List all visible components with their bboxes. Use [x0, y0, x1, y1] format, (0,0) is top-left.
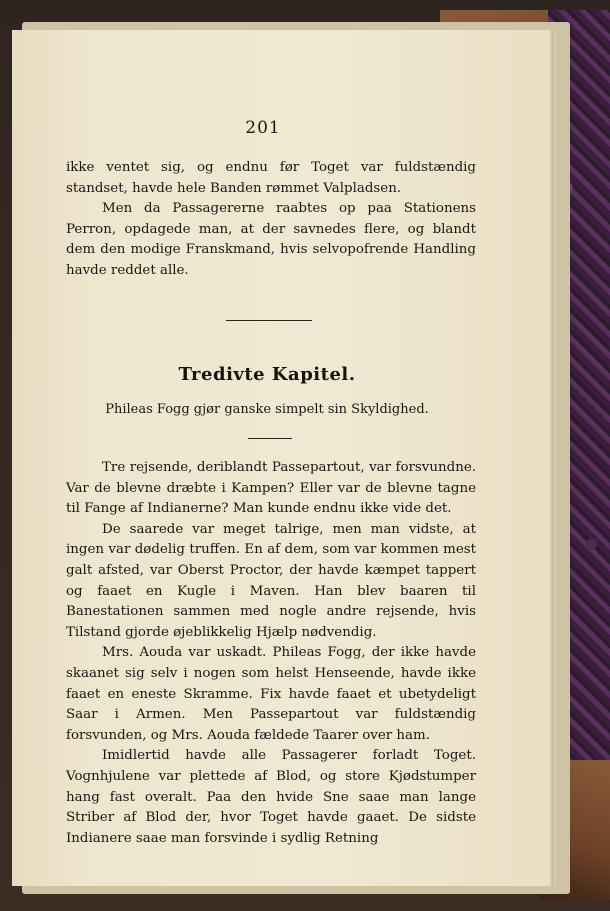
chapter-title: Tredivte Kapitel. — [178, 364, 356, 385]
book-page — [12, 30, 550, 886]
section-divider — [226, 320, 312, 321]
paragraph: Mrs. Aouda var uskadt. Phileas Fogg, der ikke havde skaanet sig selv i nogen som helst Henseende, havde ikke faaet en eneste Skramme. Fix havde faaet et ubetydeligt Saar i Armen. Men Passepartout var fuldstændig forsvunden, og Mrs. Aouda fældede Taarer over ham. — [66, 645, 476, 743]
continuation-text — [66, 158, 476, 282]
chapter-body-text — [66, 458, 476, 849]
paragraph: Men da Passagererne raabtes op paa Stationens Perron, opdagede man, at der savnedes flere, og blandt dem den modige Franskmand, hvis selvopofrende Handling havde reddet alle. — [66, 201, 476, 278]
paragraph: De saarede var meget talrige, men man vidste, at ingen var dødelig truffen. En af dem, som var kommen mest galt afsted, var Oberst Proctor, der havde kæmpet tappert og faaet en Kugle i Maven. Han blev baaren til Banestationen sammen med nogle andre rejsende, hvis Tilstand gjorde øjeblikkelig Hjælp nødvendig. — [66, 521, 476, 640]
page-number: 201 — [245, 118, 281, 138]
paragraph: Imidlertid havde alle Passagerer forladt Toget. Vognhjulene var plettede af Blod, og store Kjødstumper hang fast overalt. Paa den hvide Sne saae man lange Striber af Blod der, hvor Toget havde gaaet. De sidste Indianere saae man forsvinde i sydlig Retning — [66, 748, 476, 846]
chapter-subtitle: Phileas Fogg gjør ganske simpelt sin Skyldighed. — [105, 402, 429, 417]
paragraph: Tre rejsende, deriblandt Passepartout, var forsvundne. Var de blevne dræbte i Kampen? Eller var de blevne tagne til Fange af Indianerne? Man kunde endnu ikke vide det. — [66, 460, 476, 517]
subtitle-divider — [248, 438, 292, 439]
paragraph: ikke ventet sig, og endnu før Toget var fuldstændig standset, havde hele Banden rømmet Valpladsen. — [66, 160, 476, 196]
